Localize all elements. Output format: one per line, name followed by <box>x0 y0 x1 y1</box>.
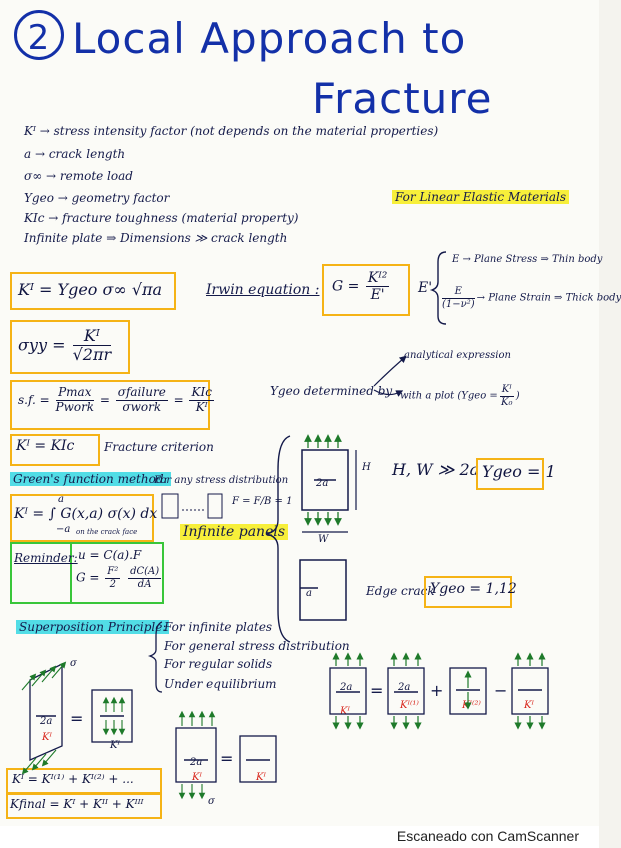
svg-text:=: = <box>370 681 384 700</box>
greens-crack-face: on the crack face <box>76 528 138 536</box>
irwin-den: E' <box>370 287 385 304</box>
greens-equation: Kᴵ = ∫ G(x,a) σ(x) dx <box>14 506 158 522</box>
syy-den: √2πr <box>72 345 112 365</box>
def-sigma: σ∞ → remote load <box>24 169 133 183</box>
sf-n3: KIc <box>191 385 212 399</box>
panel-crack-label: 2a <box>316 478 329 489</box>
greens-mini-eq: F = F/B = 1 <box>232 496 293 507</box>
def-ygeo: Ygeo → geometry factor <box>24 191 170 205</box>
edge-crack-panel <box>300 560 346 620</box>
greens-lim-bot: −a <box>56 524 71 535</box>
greens-note: For any stress distribution <box>154 475 289 486</box>
def-ki: Kᴵ → stress intensity factor (not depends on the material properties) <box>24 124 439 138</box>
edge-crack-label-a: a <box>306 588 312 599</box>
sigma-mark-1: σ <box>70 658 77 669</box>
sf-lhs: s.f. = <box>18 392 50 407</box>
sf-n1: Pmax <box>56 386 95 401</box>
hw-condition: H, W ≫ 2a <box>392 460 480 479</box>
panels-brace <box>266 436 290 642</box>
reminder-frac-b-den: dA <box>137 578 152 590</box>
svg-text:=: = <box>70 709 84 728</box>
superposition-right-diagrams <box>330 656 548 726</box>
irwin-brace <box>432 252 446 324</box>
greens-sketch-2 <box>208 494 222 518</box>
sf-d3: Kᴵ <box>195 399 208 414</box>
sup-crack-3: 2a <box>40 716 53 727</box>
greens-lim-top: a <box>58 494 64 505</box>
infinite-panels-text: Infinite panels <box>180 524 288 540</box>
sf-d1: Pwork <box>55 399 95 414</box>
superposition-label-text: Superposition Principle: <box>16 620 169 634</box>
sup-crack-2: 2a <box>398 682 411 693</box>
reminder-frac-a-num: F² <box>107 566 119 577</box>
irwin-num: Kᴵ² <box>367 270 388 286</box>
sup-k1-left2: Kᴵ <box>110 740 120 751</box>
syy-num: Kᴵ <box>73 327 112 346</box>
superposition-item-1: For infinite plates <box>164 620 273 634</box>
def-kic: KIc → fracture toughness (material property) <box>24 211 299 225</box>
superposition-brace <box>150 622 162 692</box>
reminder-eq1: u = C(a).F <box>78 548 142 562</box>
def-infinite-plate: Infinite plate ⇒ Dimensions ≫ crack length <box>24 231 288 245</box>
ygeo-determined-label: Ygeo determined by <box>270 384 393 398</box>
panel-height-label: H <box>362 462 371 473</box>
svg-text:=: = <box>220 749 234 768</box>
sf-equation: s.f. = $\frac{Pmax}{\text{Pwork}}$ = $\frac{\text{σfailure}}{\text{σwork}}$ = $\frac{\text{KIc}}{\text{Kᴵ}}$ <box>18 385 212 414</box>
irwin-label: Irwin equation : <box>206 282 320 298</box>
svg-text:−: − <box>494 681 508 700</box>
sup-k1-mid: Kᴵ <box>192 772 202 783</box>
superposition-item-4: Under equilibrium <box>164 677 277 691</box>
sup-crack-1: 2a <box>340 682 353 693</box>
plane-strain-den: (1−ν²) <box>442 298 475 310</box>
irwin-lhs: G = <box>332 278 360 295</box>
sup-k1c: Kᴵ <box>524 700 534 711</box>
reminder-label: Reminder: <box>14 551 78 565</box>
panel-width-label: W <box>318 534 329 545</box>
sup-k1: Kᴵ <box>340 706 350 717</box>
ygeo-edge: Ygeo = 1,12 <box>430 581 517 597</box>
plane-stress: E → Plane Stress ⇒ Thin body <box>452 254 603 265</box>
reminder-frac-a-den: 2 <box>109 578 116 590</box>
sf-n2: σfailure <box>117 385 166 399</box>
scanner-footer-text: Escaneado con CamScanner <box>396 828 579 844</box>
superposition-middle-diagram <box>176 714 276 796</box>
edge-crack-label: Edge crack <box>366 584 435 598</box>
sup-k1a: Kᴵ⁽¹⁾ <box>400 700 419 711</box>
superposition-left-diagram <box>22 664 132 772</box>
sup-k1b: Kᴵ⁽²⁾ <box>462 700 481 711</box>
svg-text:+: + <box>430 681 444 700</box>
greens-sketch-1 <box>162 494 178 518</box>
section-number-text: 2 <box>27 18 51 58</box>
syy-lhs: σyy = <box>18 335 66 355</box>
superposition-item-2: For general stress distribution <box>164 639 350 653</box>
sup-crack-4: 2a <box>190 757 203 768</box>
greens-label-text: Green's function method: <box>10 472 171 486</box>
sigma-mark-2: σ <box>208 796 215 807</box>
ygeo-option-analytical: analytical expression <box>404 350 511 361</box>
ygeo-plot-num: Kᴵ <box>501 384 512 395</box>
ygeo-plot-den: K₀ <box>501 396 513 408</box>
ygeo-plot-lhs: (Ygeo = <box>457 390 498 402</box>
e-prime: E' <box>418 280 433 296</box>
reminder-eq2-lhs: G = <box>76 570 100 585</box>
sum-eq1: Kᴵ = Kᴵ⁽¹⁾ + Kᴵ⁽²⁾ + ... <box>12 772 134 786</box>
criterion-equation: Kᴵ = KIc <box>16 438 75 454</box>
scanner-footer <box>0 826 599 848</box>
title-line2: Fracture <box>312 74 493 123</box>
linear-elastic-note-text: For Linear Elastic Materials <box>392 190 569 204</box>
criterion-label: Fracture criterion <box>104 440 214 454</box>
ygeo-arrow-down <box>374 390 400 395</box>
sup-k1-mid2: Kᴵ <box>256 772 266 783</box>
ki-equation: Kᴵ = Ygeo σ∞ √πa <box>18 280 163 299</box>
plane-strain-num: E <box>442 286 475 299</box>
title-line1: Local Approach to <box>72 14 467 63</box>
sup-k1-left: Kᴵ <box>42 732 52 743</box>
ygeo-one: Ygeo = 1 <box>482 462 556 481</box>
sum-eq2: Kfinal = Kᴵ + Kᴵᴵ + Kᴵᴵᴵ <box>10 797 144 811</box>
plane-strain-text: → Plane Strain ⇒ Thick body <box>476 292 621 304</box>
ygeo-arrow-up <box>374 358 404 386</box>
ygeo-plot-text: with a plot <box>400 390 455 402</box>
sf-d2: σwork <box>122 399 162 414</box>
ygeo-plot-close: ) <box>515 390 520 402</box>
superposition-item-3: For regular solids <box>164 657 273 671</box>
reminder-frac-b-num: dC(A) <box>130 566 160 577</box>
def-a: a → crack length <box>24 147 126 161</box>
